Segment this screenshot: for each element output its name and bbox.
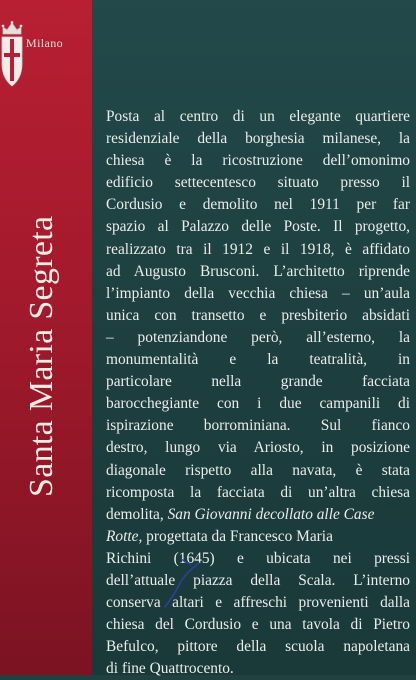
text-line: l’impianto della vecchia chiesa – un’aula: [106, 284, 410, 302]
text-line: unica con transetto e presbiterio absidati: [106, 306, 410, 324]
text-line: monumentalità e la teatralità, in: [106, 351, 410, 369]
italic-title-end: Rotte: [106, 527, 139, 545]
text-line: chiesa del Cordusio e una tavola di Pietro: [106, 616, 410, 634]
text-line: conserva altari e affreschi provenienti dalla: [106, 594, 410, 612]
text-line: ricomposta la facciata di un’altra chiesa: [106, 483, 410, 501]
italic-title: San Giovanni decollato alle Case: [167, 505, 375, 523]
text-line: particolare nella grande facciata: [106, 373, 410, 391]
text-line: – potenziandone però, all’esterno, la: [106, 328, 410, 346]
text-line: ispirazione borrominiana. Sul fianco: [106, 417, 410, 435]
text-line: chiesa è la ricostruzione dell’omonimo: [106, 152, 410, 170]
text-line: Befulco, pittore della scuola napoletana: [106, 638, 410, 656]
text-line: Posta al centro di un elegante quartiere: [106, 108, 410, 125]
text-line: Richini (1645) e ubicata nei pressi: [106, 549, 410, 567]
text-line: spazio al Palazzo delle Poste. Il progetto,: [106, 218, 410, 236]
text-line: di fine Quattrocento.: [106, 660, 234, 678]
body-text: [106, 106, 410, 680]
text-line: [106, 526, 410, 548]
text-line: edificio settecentesco situato presso il: [106, 174, 410, 192]
text-line: barocchegiante con i due campanili di: [106, 395, 410, 413]
text-line: destro, lungo via Ariosto, in posizione: [106, 439, 410, 457]
text-segment: demolita,: [106, 505, 164, 523]
text-line: residenziale della borghesia milanese, la: [106, 130, 410, 148]
text-line: dell’attuale piazza della Scala. L’interno: [106, 571, 410, 589]
pen-scribble-mark: [155, 555, 225, 615]
vertical-title: Santa Maria Segreta: [23, 215, 60, 497]
text-segment: , progettata da Francesco Maria: [138, 527, 333, 545]
text-line: diagonale rispetto alla navata, è stata: [106, 461, 410, 479]
text-line: [106, 504, 410, 526]
text-line: ad Augusto Brusconi. L’architetto riprende: [106, 262, 410, 280]
text-line: realizzato tra il 1912 e il 1918, è affidato: [106, 240, 410, 258]
side-strip: [0, 0, 92, 675]
city-label: Milano: [26, 36, 64, 50]
milan-coat-of-arms-icon: [1, 20, 23, 94]
text-line: Cordusio e demolito nel 1911 per far: [106, 196, 410, 214]
